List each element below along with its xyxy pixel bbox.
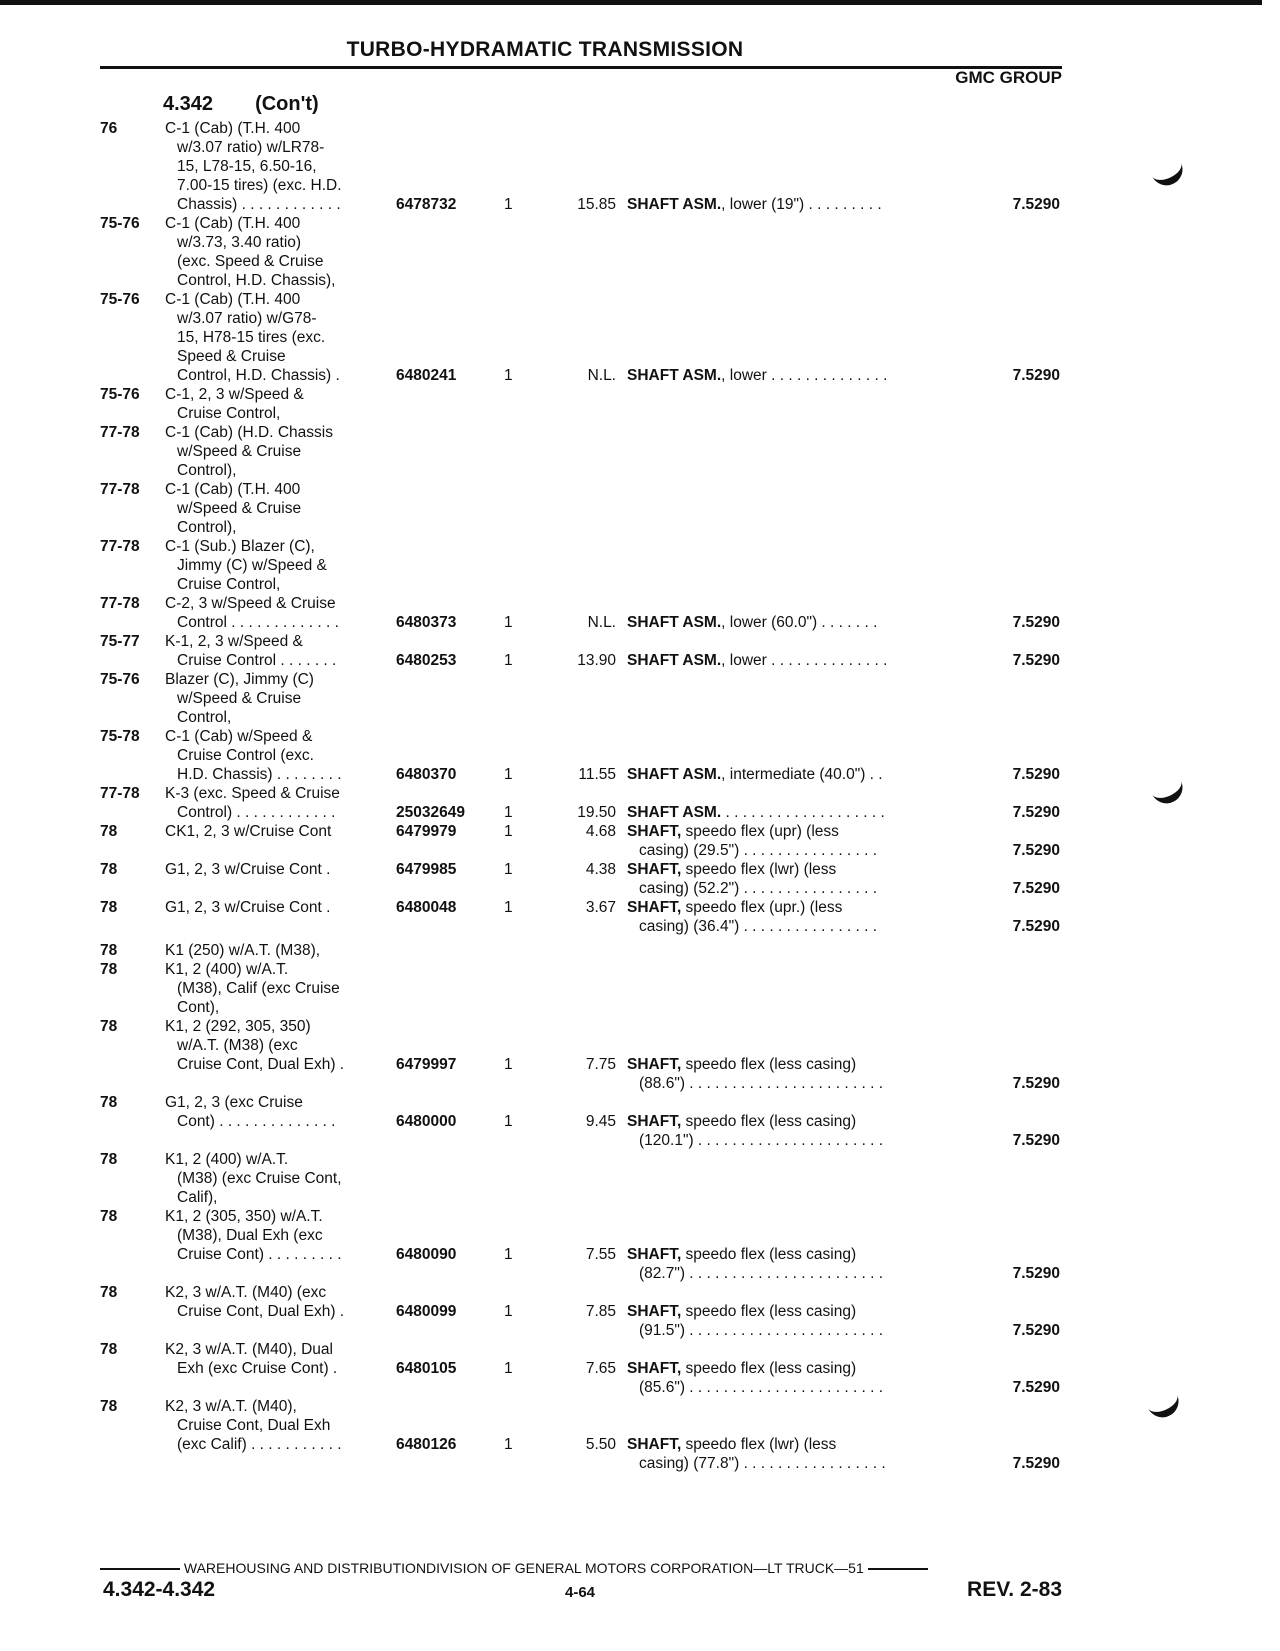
application-line: C-1 (Sub.) Blazer (C),: [165, 538, 315, 555]
application: [165, 423, 375, 480]
description-line: casing) (52.2") . . . . . . . . . . . . . . . .: [639, 880, 878, 897]
application-line: K1, 2 (400) w/A.T.: [165, 961, 289, 978]
description: [627, 1302, 947, 1340]
description: [627, 765, 947, 784]
model-years: 78: [100, 1284, 118, 1301]
application-line: C-1 (Cab) w/Speed &: [165, 728, 313, 745]
description-line: casing) (36.4") . . . . . . . . . . . . . . . .: [639, 918, 878, 935]
application-line: w/A.T. (M38) (exc: [177, 1037, 298, 1054]
model-years: 78: [100, 1018, 118, 1035]
description-line: [627, 195, 947, 214]
part-detail: speedo flex (lwr) (less: [681, 861, 837, 878]
description: [627, 1435, 947, 1473]
price: 19.50: [577, 804, 616, 821]
description: [627, 366, 947, 385]
part-name: SHAFT ASM.: [627, 196, 722, 213]
application-line: Cont) . . . . . . . . . . . . . .: [177, 1113, 336, 1130]
model-years: 78: [100, 861, 118, 878]
price: N.L.: [587, 614, 616, 631]
model-years: 75-76: [100, 386, 140, 403]
application: [165, 290, 375, 385]
application-line: Control),: [177, 462, 237, 479]
part-detail: , intermediate (40.0") . .: [721, 766, 883, 783]
quantity: 1: [504, 1246, 513, 1263]
group-number: 7.5290: [1012, 766, 1060, 783]
application: [165, 1283, 375, 1321]
description: [627, 898, 947, 936]
application-line: Speed & Cruise: [177, 348, 286, 365]
group-number: 7.5290: [1012, 842, 1060, 859]
application-line: Chassis) . . . . . . . . . . . .: [177, 196, 341, 213]
application-line: (M38), Calif (exc Cruise: [177, 980, 340, 997]
quantity: 1: [504, 766, 513, 783]
price: 7.65: [585, 1360, 616, 1377]
part-number: 6480241: [396, 367, 457, 384]
part-name: SHAFT,: [627, 861, 682, 878]
part-detail: speedo flex (lwr) (less: [681, 1436, 837, 1453]
application: [165, 941, 375, 960]
application-line: Control . . . . . . . . . . . . .: [177, 614, 339, 631]
part-number: 25032649: [396, 804, 465, 821]
price: N.L.: [587, 367, 616, 384]
application: [165, 1017, 375, 1074]
model-years: 78: [100, 1341, 118, 1358]
application-line: (exc. Speed & Cruise: [177, 253, 324, 270]
application-line: w/3.07 ratio) w/LR78-: [177, 139, 325, 156]
part-number: 6480000: [396, 1113, 457, 1130]
application-line: C-1 (Cab) (T.H. 400: [165, 120, 301, 137]
application-line: G1, 2, 3 w/Cruise Cont .: [165, 899, 331, 916]
group-number: 7.5290: [1012, 880, 1060, 897]
application: [165, 480, 375, 537]
application-line: G1, 2, 3 (exc Cruise: [165, 1094, 303, 1111]
part-detail: . . . . . . . . . . . . . . . . . . .: [721, 804, 885, 821]
description-line: (91.5") . . . . . . . . . . . . . . . . . . . . . . .: [639, 1322, 884, 1339]
application-line: Cont),: [177, 999, 220, 1016]
part-name: SHAFT,: [627, 1303, 682, 1320]
price: 5.50: [585, 1436, 616, 1453]
application: [165, 1340, 375, 1378]
description-line: [627, 1112, 947, 1131]
description-line: [627, 366, 947, 385]
part-number: 6479979: [396, 823, 457, 840]
application-line: K1, 2 (400) w/A.T.: [165, 1151, 289, 1168]
model-years: 77-78: [100, 538, 140, 555]
part-detail: speedo flex (less casing): [681, 1056, 857, 1073]
quantity: 1: [504, 861, 513, 878]
price: 7.75: [585, 1056, 616, 1073]
group-number: 7.5290: [1012, 1265, 1060, 1282]
quantity: 1: [504, 614, 513, 631]
description: [627, 822, 947, 860]
part-detail: , lower (19") . . . . . . . . .: [721, 196, 882, 213]
application: [165, 960, 375, 1017]
part-name: SHAFT ASM.: [627, 766, 722, 783]
part-name: SHAFT,: [627, 1113, 682, 1130]
part-name: SHAFT,: [627, 1246, 682, 1263]
application: [165, 1207, 375, 1264]
binder-clip: [1148, 772, 1188, 808]
quantity: 1: [504, 899, 513, 916]
model-years: 75-76: [100, 291, 140, 308]
part-number: 6479985: [396, 861, 457, 878]
part-name: SHAFT,: [627, 1436, 682, 1453]
application-line: G1, 2, 3 w/Cruise Cont .: [165, 861, 331, 878]
application-line: w/Speed & Cruise: [177, 690, 302, 707]
application: [165, 822, 375, 841]
section-number: 4.342: [163, 93, 214, 115]
description-line: [627, 1245, 947, 1264]
description-line: [627, 898, 947, 917]
application-line: w/Speed & Cruise: [177, 500, 302, 517]
part-number: 6480105: [396, 1360, 457, 1377]
quantity: 1: [504, 1113, 513, 1130]
application-line: C-1 (Cab) (T.H. 400: [165, 291, 301, 308]
description: [627, 195, 947, 214]
description-line: [627, 803, 947, 822]
quantity: 1: [504, 1360, 513, 1377]
part-detail: , lower . . . . . . . . . . . . . .: [721, 652, 888, 669]
section-suffix: (Con't): [255, 93, 319, 115]
application-line: Calif),: [177, 1189, 218, 1206]
part-name: SHAFT ASM.: [627, 804, 722, 821]
application-line: Control),: [177, 519, 237, 536]
application-line: w/3.73, 3.40 ratio): [177, 234, 302, 251]
application: [165, 1397, 375, 1454]
part-detail: , lower . . . . . . . . . . . . . .: [721, 367, 888, 384]
application-line: H.D. Chassis) . . . . . . . .: [177, 766, 342, 783]
model-years: 77-78: [100, 595, 140, 612]
description: [627, 803, 947, 822]
description: [627, 1359, 947, 1397]
application-line: Cruise Cont, Dual Exh) .: [177, 1303, 345, 1320]
description-line: (120.1") . . . . . . . . . . . . . . . . . . . . . .: [639, 1132, 884, 1149]
application: [165, 594, 375, 632]
application: [165, 537, 375, 594]
group-number: 7.5290: [1012, 367, 1060, 384]
part-detail: speedo flex (upr.) (less: [681, 899, 843, 916]
part-number: 6480048: [396, 899, 457, 916]
section-heading: [163, 93, 319, 116]
part-name: SHAFT ASM.: [627, 652, 722, 669]
application-line: K-3 (exc. Speed & Cruise: [165, 785, 340, 802]
part-number: 6479997: [396, 1056, 457, 1073]
footer-rule: [868, 1568, 928, 1570]
description-line: [627, 1055, 947, 1074]
application: [165, 1093, 375, 1131]
application-line: K2, 3 w/A.T. (M40), Dual: [165, 1341, 333, 1358]
description-line: [627, 613, 947, 632]
application-line: Cruise Cont, Dual Exh) .: [177, 1056, 345, 1073]
application-line: Cruise Control,: [177, 576, 281, 593]
title-rule: [100, 66, 1062, 69]
application: [165, 119, 375, 214]
application: [165, 670, 375, 727]
part-number: 6480126: [396, 1436, 457, 1453]
application: [165, 385, 375, 423]
application-line: Cruise Cont) . . . . . . . . .: [177, 1246, 342, 1263]
part-name: SHAFT,: [627, 1360, 682, 1377]
part-number: 6480253: [396, 652, 457, 669]
application: [165, 860, 375, 879]
group-number: 7.5290: [1012, 1075, 1060, 1092]
application-line: C-1 (Cab) (T.H. 400: [165, 481, 301, 498]
price: 13.90: [577, 652, 616, 669]
quantity: 1: [504, 652, 513, 669]
description-line: (82.7") . . . . . . . . . . . . . . . . . . . . . . .: [639, 1265, 884, 1282]
group-number: 7.5290: [1012, 1132, 1060, 1149]
part-name: SHAFT,: [627, 899, 682, 916]
footer-rule: [100, 1568, 180, 1570]
price: 7.55: [585, 1246, 616, 1263]
model-years: 75-78: [100, 728, 140, 745]
quantity: 1: [504, 1056, 513, 1073]
quantity: 1: [504, 196, 513, 213]
description-line: [627, 1302, 947, 1321]
description: [627, 651, 947, 670]
quantity: 1: [504, 1436, 513, 1453]
description-line: casing) (29.5") . . . . . . . . . . . . . . . .: [639, 842, 878, 859]
application-line: Jimmy (C) w/Speed &: [177, 557, 327, 574]
model-years: 75-76: [100, 215, 140, 232]
application: [165, 214, 375, 290]
price: 9.45: [585, 1113, 616, 1130]
application: [165, 632, 375, 670]
group-number: 7.5290: [1012, 652, 1060, 669]
application-line: Blazer (C), Jimmy (C): [165, 671, 314, 688]
application-line: Exh (exc Cruise Cont) .: [177, 1360, 338, 1377]
application-line: K-1, 2, 3 w/Speed &: [165, 633, 303, 650]
footer-section-range: 4.342-4.342: [103, 1578, 216, 1601]
price: 11.55: [578, 766, 616, 783]
binder-clip: [1144, 1386, 1184, 1422]
page-title: TURBO-HYDRAMATIC TRANSMISSION: [346, 38, 744, 61]
description-line: [627, 860, 947, 879]
part-number: 6480370: [396, 766, 457, 783]
quantity: 1: [504, 823, 513, 840]
description: [627, 613, 947, 632]
part-detail: speedo flex (less casing): [681, 1360, 857, 1377]
binder-clip: [1148, 154, 1188, 190]
application-line: Cruise Control (exc.: [177, 747, 314, 764]
group-number: 7.5290: [1012, 196, 1060, 213]
application-line: Control,: [177, 709, 232, 726]
part-detail: speedo flex (upr) (less: [681, 823, 839, 840]
application-line: (M38), Dual Exh (exc: [177, 1227, 323, 1244]
quantity: 1: [504, 804, 513, 821]
description: [627, 860, 947, 898]
application-line: K2, 3 w/A.T. (M40),: [165, 1398, 297, 1415]
model-years: 75-76: [100, 671, 140, 688]
part-detail: speedo flex (less casing): [681, 1113, 857, 1130]
quantity: 1: [504, 1303, 513, 1320]
part-number: 6480099: [396, 1303, 457, 1320]
description-line: [627, 1359, 947, 1378]
description: [627, 1112, 947, 1150]
description-line: casing) (77.8") . . . . . . . . . . . . . . . . .: [639, 1455, 886, 1472]
part-detail: speedo flex (less casing): [681, 1246, 857, 1263]
application-line: K2, 3 w/A.T. (M40) (exc: [165, 1284, 327, 1301]
model-years: 77-78: [100, 424, 140, 441]
part-number: 6480090: [396, 1246, 457, 1263]
model-years: 78: [100, 823, 118, 840]
application: [165, 784, 375, 822]
quantity: 1: [504, 367, 513, 384]
model-years: 78: [100, 942, 118, 959]
application-line: 15, H78-15 tires (exc.: [177, 329, 326, 346]
application-line: w/3.07 ratio) w/G78-: [177, 310, 317, 327]
price: 4.38: [585, 861, 616, 878]
part-name: SHAFT ASM.: [627, 614, 722, 631]
part-name: SHAFT,: [627, 1056, 682, 1073]
group-number: 7.5290: [1012, 918, 1060, 935]
part-name: SHAFT ASM.: [627, 367, 722, 384]
group-number: 7.5290: [1012, 1322, 1060, 1339]
description: [627, 1245, 947, 1283]
footer-text: WAREHOUSING AND DISTRIBUTIONDIVISION OF GENERAL MOTORS CORPORATION—LT TRUCK—51: [183, 1560, 864, 1576]
model-years: 76: [100, 120, 118, 137]
application-line: Control, H.D. Chassis) .: [177, 367, 340, 384]
description: [627, 1055, 947, 1093]
model-years: 78: [100, 1094, 118, 1111]
application-line: CK1, 2, 3 w/Cruise Cont: [165, 823, 332, 840]
application-line: C-1 (Cab) (H.D. Chassis: [165, 424, 333, 441]
footer-line: [100, 1560, 1062, 1576]
application-line: (M38) (exc Cruise Cont,: [177, 1170, 342, 1187]
price: 7.85: [585, 1303, 616, 1320]
application-line: K1, 2 (292, 305, 350): [165, 1018, 311, 1035]
revision: REV. 2-83: [967, 1578, 1062, 1601]
application: [165, 1150, 375, 1207]
application-line: K1, 2 (305, 350) w/A.T.: [165, 1208, 323, 1225]
model-years: 77-78: [100, 481, 140, 498]
application-line: (exc Calif) . . . . . . . . . . .: [177, 1436, 342, 1453]
description-line: [627, 651, 947, 670]
group-number: 7.5290: [1012, 614, 1060, 631]
description-line: [627, 822, 947, 841]
price: 4.68: [585, 823, 616, 840]
application-line: Control) . . . . . . . . . . . .: [177, 804, 336, 821]
application-line: w/Speed & Cruise: [177, 443, 302, 460]
model-years: 78: [100, 1208, 118, 1225]
model-years: 77-78: [100, 785, 140, 802]
description-line: (85.6") . . . . . . . . . . . . . . . . . . . . . . .: [639, 1379, 884, 1396]
application-line: 15, L78-15, 6.50-16,: [177, 158, 317, 175]
price: 3.67: [585, 899, 616, 916]
part-number: 6478732: [396, 196, 457, 213]
part-detail: , lower (60.0") . . . . . . .: [721, 614, 878, 631]
application-line: Cruise Cont, Dual Exh: [177, 1417, 331, 1434]
price: 15.85: [577, 196, 616, 213]
description-line: (88.6") . . . . . . . . . . . . . . . . . . . . . . .: [639, 1075, 884, 1092]
application-line: Cruise Control . . . . . . .: [177, 652, 337, 669]
model-years: 78: [100, 899, 118, 916]
model-years: 78: [100, 1151, 118, 1168]
model-years: 75-77: [100, 633, 140, 650]
description-line: [627, 765, 947, 784]
page-number: 4-64: [565, 1584, 596, 1601]
application-line: C-1, 2, 3 w/Speed &: [165, 386, 304, 403]
application-line: Cruise Control,: [177, 405, 281, 422]
application-line: Control, H.D. Chassis),: [177, 272, 336, 289]
part-number: 6480373: [396, 614, 457, 631]
application-line: C-2, 3 w/Speed & Cruise: [165, 595, 336, 612]
application-line: 7.00-15 tires) (exc. H.D.: [177, 177, 342, 194]
model-years: 78: [100, 1398, 118, 1415]
application: [165, 898, 375, 917]
group-number: 7.5290: [1012, 1455, 1060, 1472]
top-border: [0, 0, 1262, 5]
application: [165, 727, 375, 784]
description-line: [627, 1435, 947, 1454]
group-number: 7.5290: [1012, 804, 1060, 821]
model-years: 78: [100, 961, 118, 978]
part-name: SHAFT,: [627, 823, 682, 840]
application-line: K1 (250) w/A.T. (M38),: [165, 942, 321, 959]
part-detail: speedo flex (less casing): [681, 1303, 857, 1320]
application-line: C-1 (Cab) (T.H. 400: [165, 215, 301, 232]
group-number: 7.5290: [1012, 1379, 1060, 1396]
group-column-label: GMC GROUP: [955, 68, 1062, 87]
